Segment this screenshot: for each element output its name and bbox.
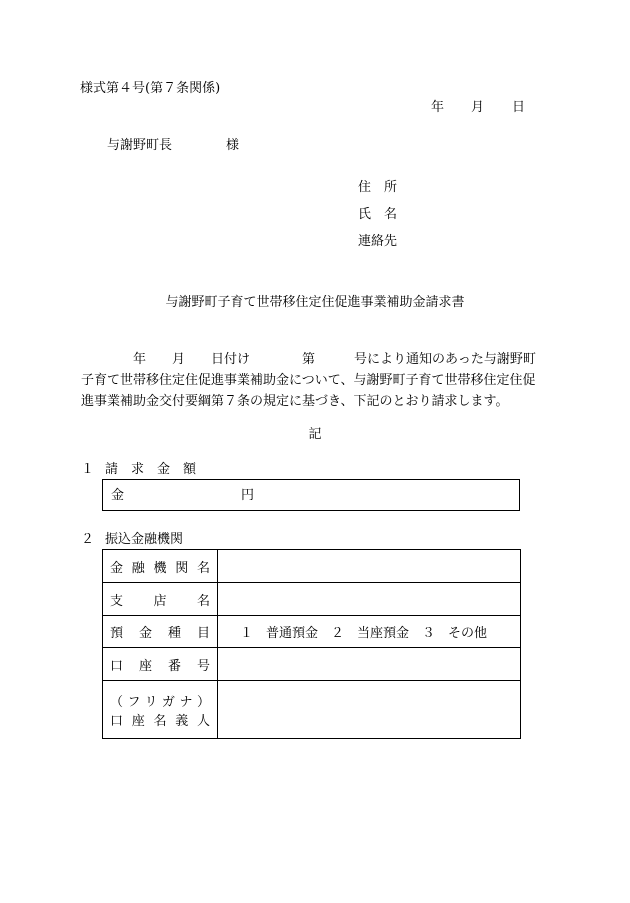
amount-box — [102, 479, 520, 511]
account-holder-value — [218, 681, 521, 739]
branch-name-label: 支店名 — [103, 583, 218, 616]
branch-name-value — [218, 583, 521, 616]
statement-line: 年 月 日付け 第 号により通知のあった与謝野町 — [81, 352, 536, 367]
bank-name-value — [218, 550, 521, 583]
request-statement — [81, 349, 536, 412]
table-row — [103, 616, 521, 648]
applicant-name-label: 氏 名 — [358, 207, 398, 222]
table-row — [103, 583, 521, 616]
holder-label: 口座名義人 — [110, 713, 210, 729]
addressee — [107, 138, 239, 153]
date-day: 日 — [512, 100, 526, 115]
amount-prefix: 金 — [111, 488, 125, 503]
account-number-value — [218, 648, 521, 681]
date-month: 月 — [471, 100, 485, 115]
addressee-honorific: 様 — [226, 138, 240, 153]
ki-heading: 記 — [308, 427, 322, 442]
section-1-number: １ — [81, 462, 95, 477]
account-number-label: 口座番号 — [103, 648, 218, 681]
date-line — [431, 100, 525, 115]
table-row — [103, 648, 521, 681]
amount-suffix: 円 — [241, 488, 255, 503]
furigana-label: （フリガナ） — [110, 694, 210, 710]
section-2-number: ２ — [81, 532, 95, 547]
section-1-title: 請 求 金 額 — [105, 462, 197, 477]
document-title: 与謝野町子育て世帯移住定住促進事業補助金請求書 — [165, 295, 465, 310]
section-1-heading — [81, 462, 196, 477]
deposit-type-label: 預金種目 — [103, 616, 218, 648]
section-2-heading — [81, 532, 183, 547]
date-year: 年 — [431, 100, 445, 115]
applicant-address-label: 住 所 — [358, 180, 398, 195]
table-row — [103, 550, 521, 583]
addressee-name: 与謝野町長 — [107, 138, 173, 153]
bank-table — [102, 549, 521, 739]
deposit-type-options: １ 普通預金 ２ 当座預金 ３ その他 — [218, 616, 521, 648]
statement-line: 進事業補助金交付要綱第７条の規定に基づき、下記のとおり請求します。 — [81, 394, 509, 409]
applicant-contact-label: 連絡先 — [358, 234, 398, 249]
table-row — [103, 681, 521, 739]
section-2-title: 振込金融機関 — [105, 532, 184, 547]
account-holder-label — [103, 681, 218, 739]
statement-line: 子育て世帯移住定住促進事業補助金について、与謝野町子育て世帯移住定住促 — [81, 373, 536, 388]
bank-name-label: 金融機関名 — [103, 550, 218, 583]
form-number: 様式第４号(第７条関係) — [80, 81, 221, 96]
